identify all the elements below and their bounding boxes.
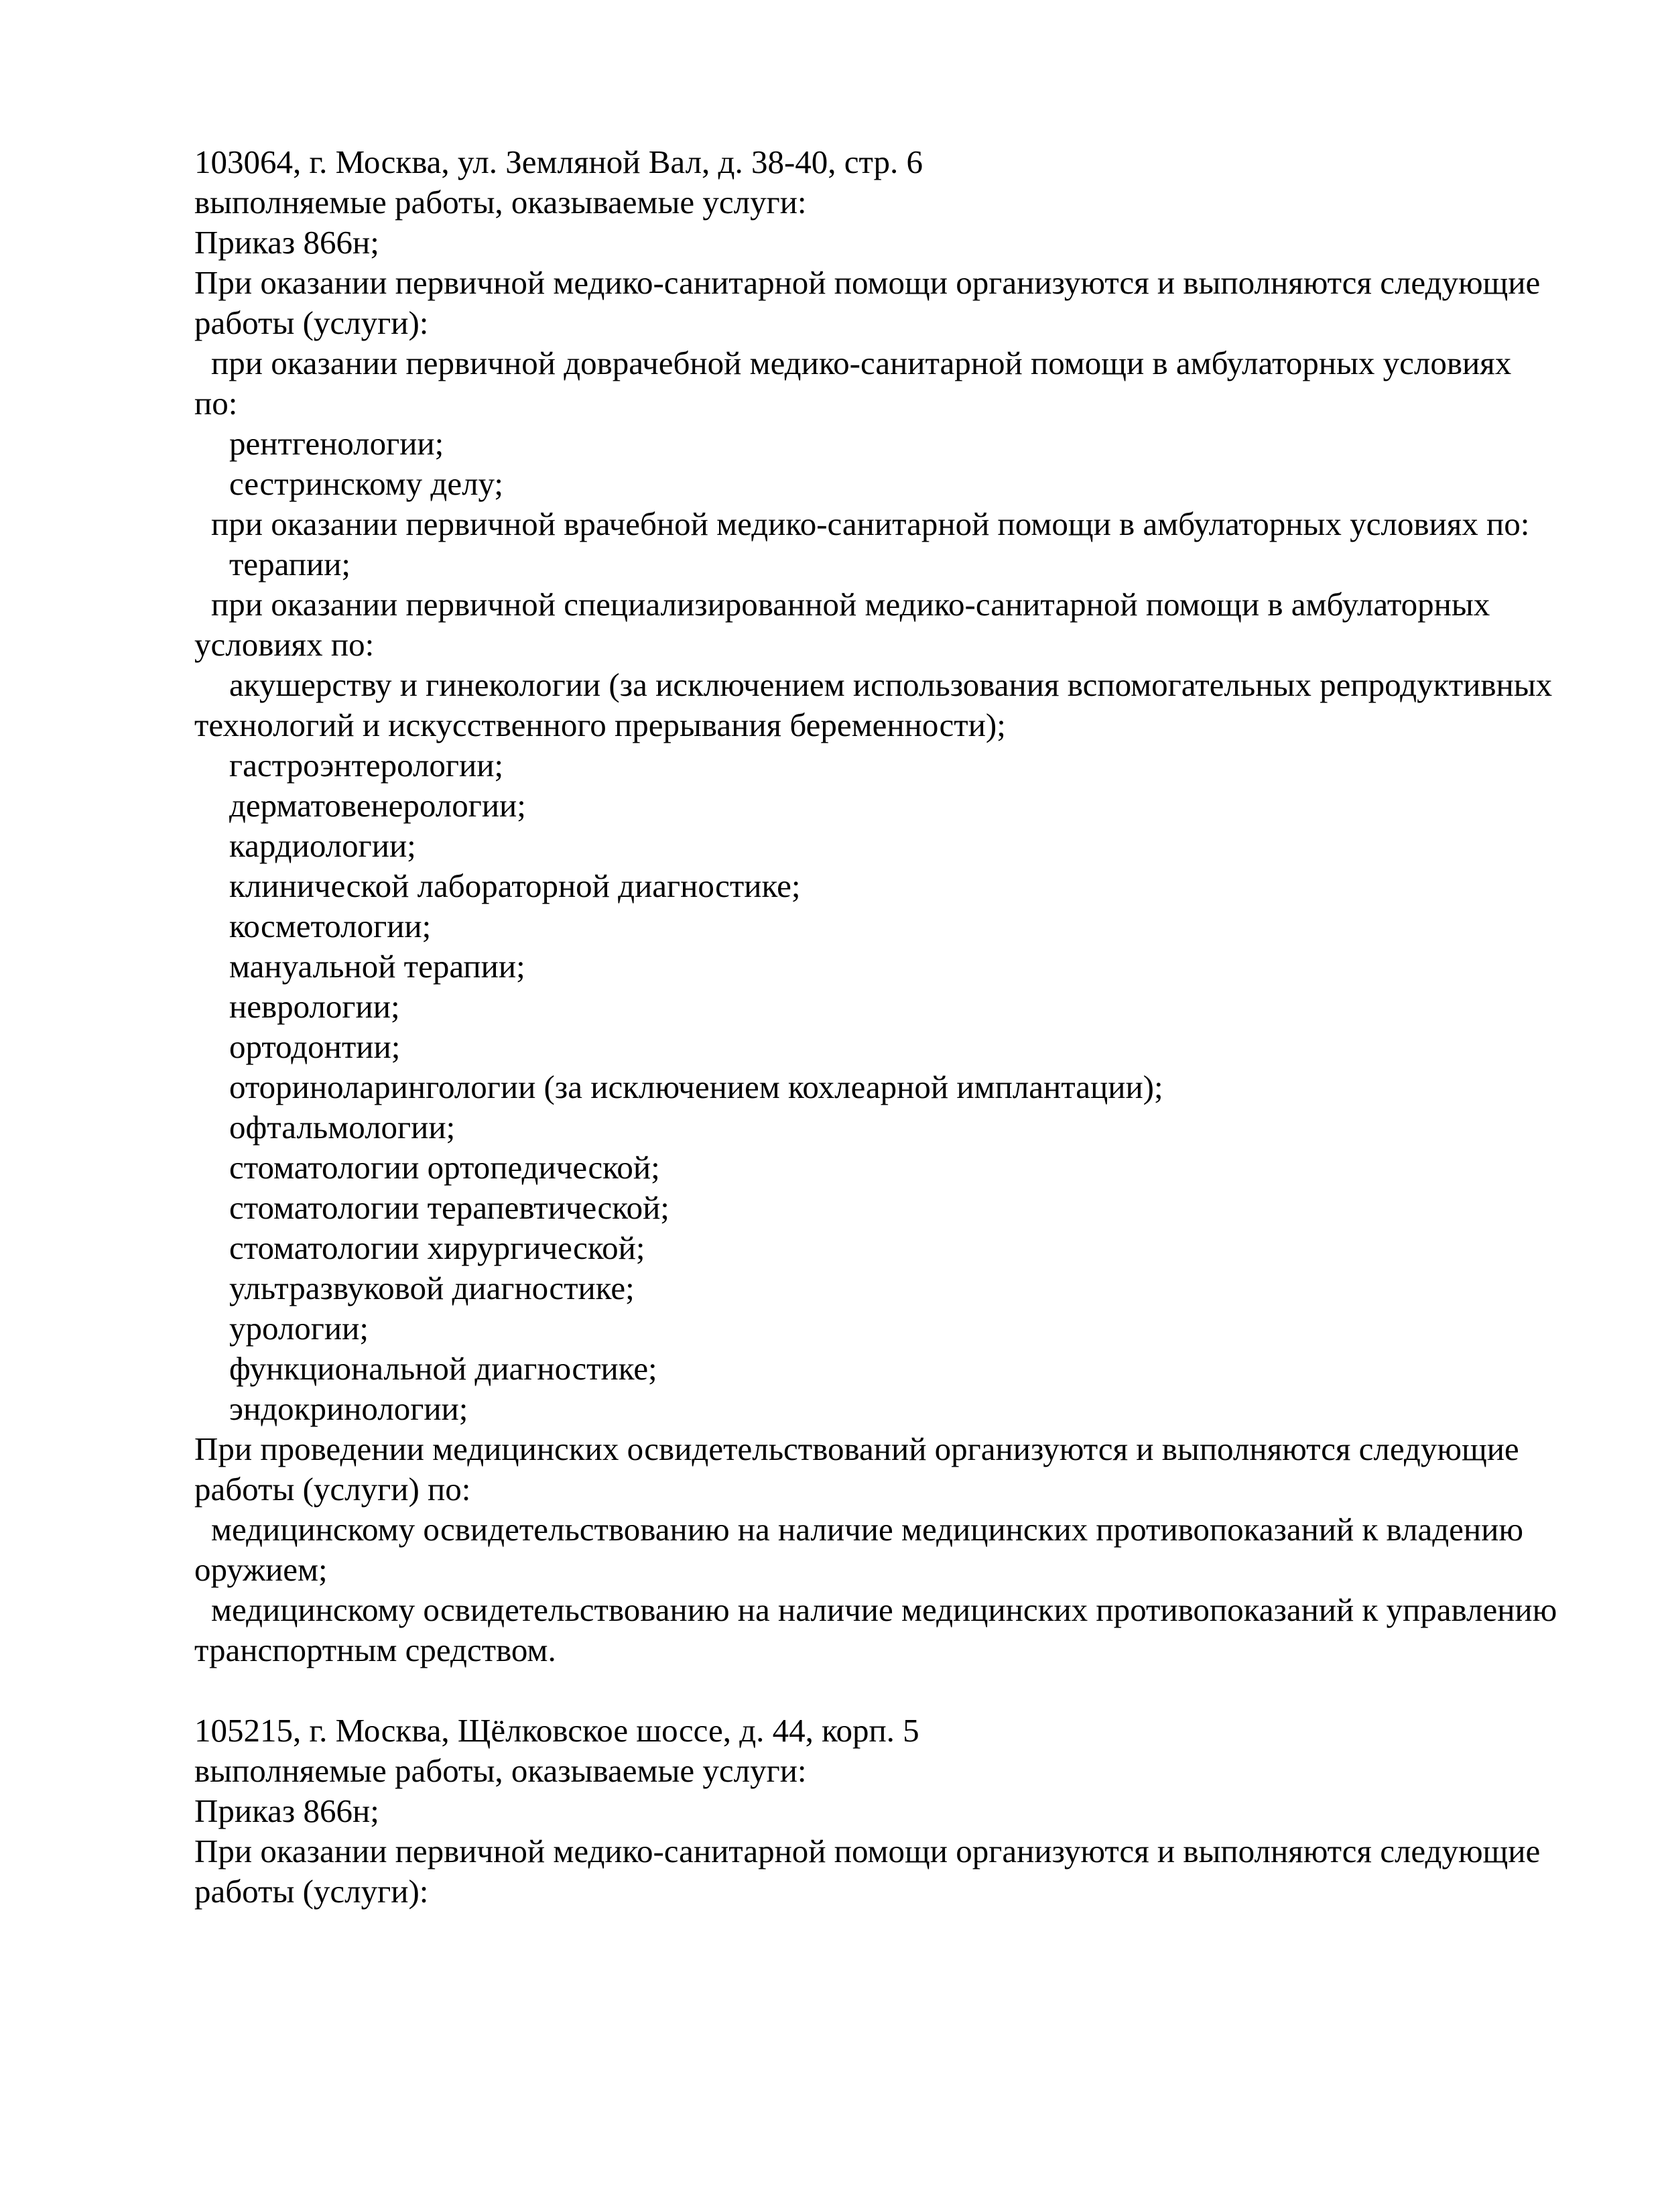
text-line: акушерству и гинекологии (за исключением использования вспомогательных репродуктивных <box>229 666 1553 703</box>
text-line: оружием; <box>194 1551 328 1588</box>
text-line: При проведении медицинских освидетельствований организуются и выполняются следующие <box>194 1430 1519 1467</box>
text-line: ультразвуковой диагностике; <box>229 1270 635 1306</box>
text-line: сестринскому делу; <box>229 465 504 502</box>
text-line: терапии; <box>229 546 351 582</box>
text-line <box>194 1670 1557 1711</box>
text-line: стоматологии терапевтической; <box>229 1189 669 1226</box>
text-line: неврологии; <box>229 988 400 1025</box>
text-line: стоматологии хирургической; <box>229 1229 645 1266</box>
text-line: выполняемые работы, оказываемые услуги: <box>194 1752 807 1789</box>
text-line: При оказании первичной медико-санитарной помощи организуются и выполняются следующие <box>194 264 1541 301</box>
text-line: работы (услуги): <box>194 304 429 341</box>
text-line: клинической лабораторной диагностике; <box>229 867 801 904</box>
text-line: Приказ 866н; <box>194 1792 379 1829</box>
text-line: 105215, г. Москва, Щёлковское шоссе, д. 44, корп. 5 <box>194 1712 919 1749</box>
text-line: 103064, г. Москва, ул. Земляной Вал, д. 38-40, стр. 6 <box>194 143 923 180</box>
text-line: по: <box>194 385 238 422</box>
text-line: транспортным средством. <box>194 1632 556 1668</box>
text-line: стоматологии ортопедической; <box>229 1149 660 1186</box>
text-line: офтальмологии; <box>229 1109 456 1146</box>
text-line: косметологии; <box>229 908 432 944</box>
text-line: выполняемые работы, оказываемые услуги: <box>194 184 807 221</box>
text-line: при оказании первичной врачебной медико-санитарной помощи в амбулаторных условиях по: <box>211 505 1530 542</box>
document-body <box>194 142 1557 1912</box>
text-line: При оказании первичной медико-санитарной помощи организуются и выполняются следующие <box>194 1833 1541 1869</box>
text-line: при оказании первичной специализированной медико-санитарной помощи в амбулаторных <box>211 586 1490 623</box>
text-line: медицинскому освидетельствованию на наличие медицинских противопоказаний к владению <box>211 1511 1523 1548</box>
text-line: работы (услуги): <box>194 1873 429 1910</box>
text-line: условиях по: <box>194 626 375 663</box>
text-line: технологий и искусственного прерывания беременности); <box>194 706 1006 743</box>
text-line: гастроэнтерологии; <box>229 747 504 784</box>
text-line: медицинскому освидетельствованию на наличие медицинских противопоказаний к управлению <box>211 1591 1557 1628</box>
text-line: Приказ 866н; <box>194 224 379 261</box>
text-line: при оказании первичной доврачебной медико-санитарной помощи в амбулаторных условиях <box>211 345 1512 381</box>
text-line: функциональной диагностике; <box>229 1350 657 1387</box>
text-line: ортодонтии; <box>229 1028 401 1065</box>
text-line: дерматовенерологии; <box>229 787 526 824</box>
text-line: оториноларингологии (за исключением кохлеарной имплантации); <box>229 1068 1163 1105</box>
text-line: мануальной терапии; <box>229 948 525 985</box>
text-line: рентгенологии; <box>229 425 444 462</box>
text-line: урологии; <box>229 1310 369 1347</box>
text-line: кардиологии; <box>229 827 416 864</box>
text-line: эндокринологии; <box>229 1390 468 1427</box>
text-line: работы (услуги) по: <box>194 1471 471 1508</box>
